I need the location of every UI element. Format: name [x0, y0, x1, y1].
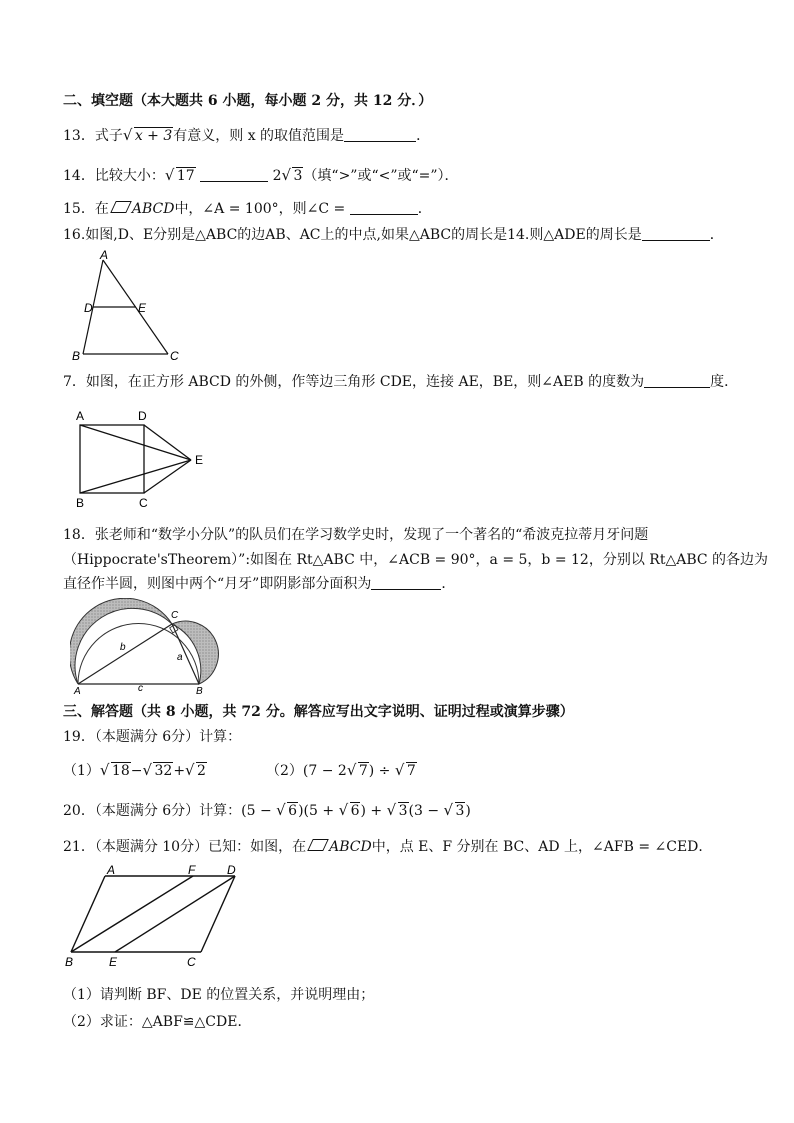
question-16: 16.如图,D、E分别是△ABC的边AB、AC上的中点,如果△ABC的周长是14.则△ADE的周长是 ．: [63, 227, 724, 243]
question-17: 7．如图，在正方形 ABCD 的外侧，作等边三角形 CDE，连接 AE，BE，则∠AEB 的度数为 度．: [63, 374, 739, 390]
section-3-heading: 三、解答题（共 8 小题，共 72 分。解答应写出文字说明、证明过程或演算步骤）: [63, 704, 574, 720]
answer-blank: [371, 575, 441, 590]
answer-blank: [644, 373, 710, 388]
sqrt-expression: √ x + 3: [123, 127, 173, 145]
answer-blank: [642, 226, 710, 241]
label-b: B: [76, 496, 85, 510]
question-19-part-2: （2）(7 − 2√ 7) ÷ √ 7: [266, 762, 417, 780]
label-c-vertex: C: [171, 610, 179, 621]
label-e: E: [109, 955, 118, 969]
answer-blank: [350, 200, 418, 215]
figure-16-triangle: [70, 250, 190, 366]
answer-blank: [344, 127, 416, 142]
label-c: C: [187, 955, 196, 969]
question-18-line-3: 直径作半圆，则图中两个“月牙”即阴影部分面积为 ．: [63, 576, 456, 592]
label-a-side: a: [177, 652, 183, 663]
figure-18-lunes: [70, 598, 220, 700]
parallelogram-icon: [110, 201, 132, 213]
label-f: F: [188, 863, 196, 877]
label-a: A: [76, 409, 85, 423]
question-19-title: 19．（本题满分 6分）计算：: [63, 729, 242, 745]
question-19-part-1: （1）√ 18−√ 32+√ 2: [63, 762, 207, 780]
label-b-vertex: B: [196, 686, 203, 696]
question-21-sub-1: （1）请判断 BF、DE 的位置关系，并说明理由；: [63, 987, 375, 1003]
figure-21-parallelogram: [63, 862, 248, 976]
answer-blank: [200, 167, 268, 182]
label-b: B: [72, 349, 81, 362]
label-e: E: [195, 453, 204, 467]
question-14: 14．比较大小：√ 17 2√ 3（填“>”或“<”或“=”）．: [63, 167, 459, 185]
question-21: 21．（本题满分 10分）已知：如图，在 ABCD中，点 E、F 分别在 BC、AD 上，∠AFB = ∠CED．: [63, 839, 713, 855]
question-21-sub-2: （2）求证：△ABF≌△CDE．: [63, 1014, 252, 1030]
label-c-side: c: [138, 683, 143, 694]
label-c: C: [170, 349, 179, 362]
label-b: B: [65, 955, 74, 969]
section-2-heading: 二、填空题（本大题共 6 小题，每小题 2 分，共 12 分．）: [63, 93, 433, 109]
label-a: A: [100, 250, 109, 262]
label-e: E: [138, 301, 147, 315]
label-a: A: [107, 863, 116, 877]
label-b-side: b: [120, 642, 126, 653]
label-c: C: [139, 496, 148, 510]
question-18-line-2: （Hippocrate'sTheorem）”:如图在 Rt△ABC 中，∠ACB = 90°，a = 5，b = 12，分别以 Rt△ABC 的各边为: [63, 552, 769, 568]
label-a-vertex: A: [74, 686, 81, 696]
question-20: 20．（本题满分 6分）计算：(5 − √ 6)(5 + √ 6) + √ 3(3 − √ 3): [63, 802, 471, 820]
label-d: D: [138, 409, 147, 423]
label-d: D: [227, 863, 236, 877]
parallelogram-icon: [307, 839, 329, 851]
label-d: D: [84, 301, 93, 315]
question-15: 15．在 ABCD中，∠A = 100°，则∠C = ．: [63, 201, 432, 217]
question-13: 13．式子√ x + 3有意义，则 x 的取值范围是 ．: [63, 127, 430, 145]
figure-17-square-triangle: [70, 405, 215, 517]
question-18-line-1: 18．张老师和“数学小分队”的队员们在学习数学史时，发现了一个著名的“希波克拉蒂月牙问题: [63, 527, 649, 543]
